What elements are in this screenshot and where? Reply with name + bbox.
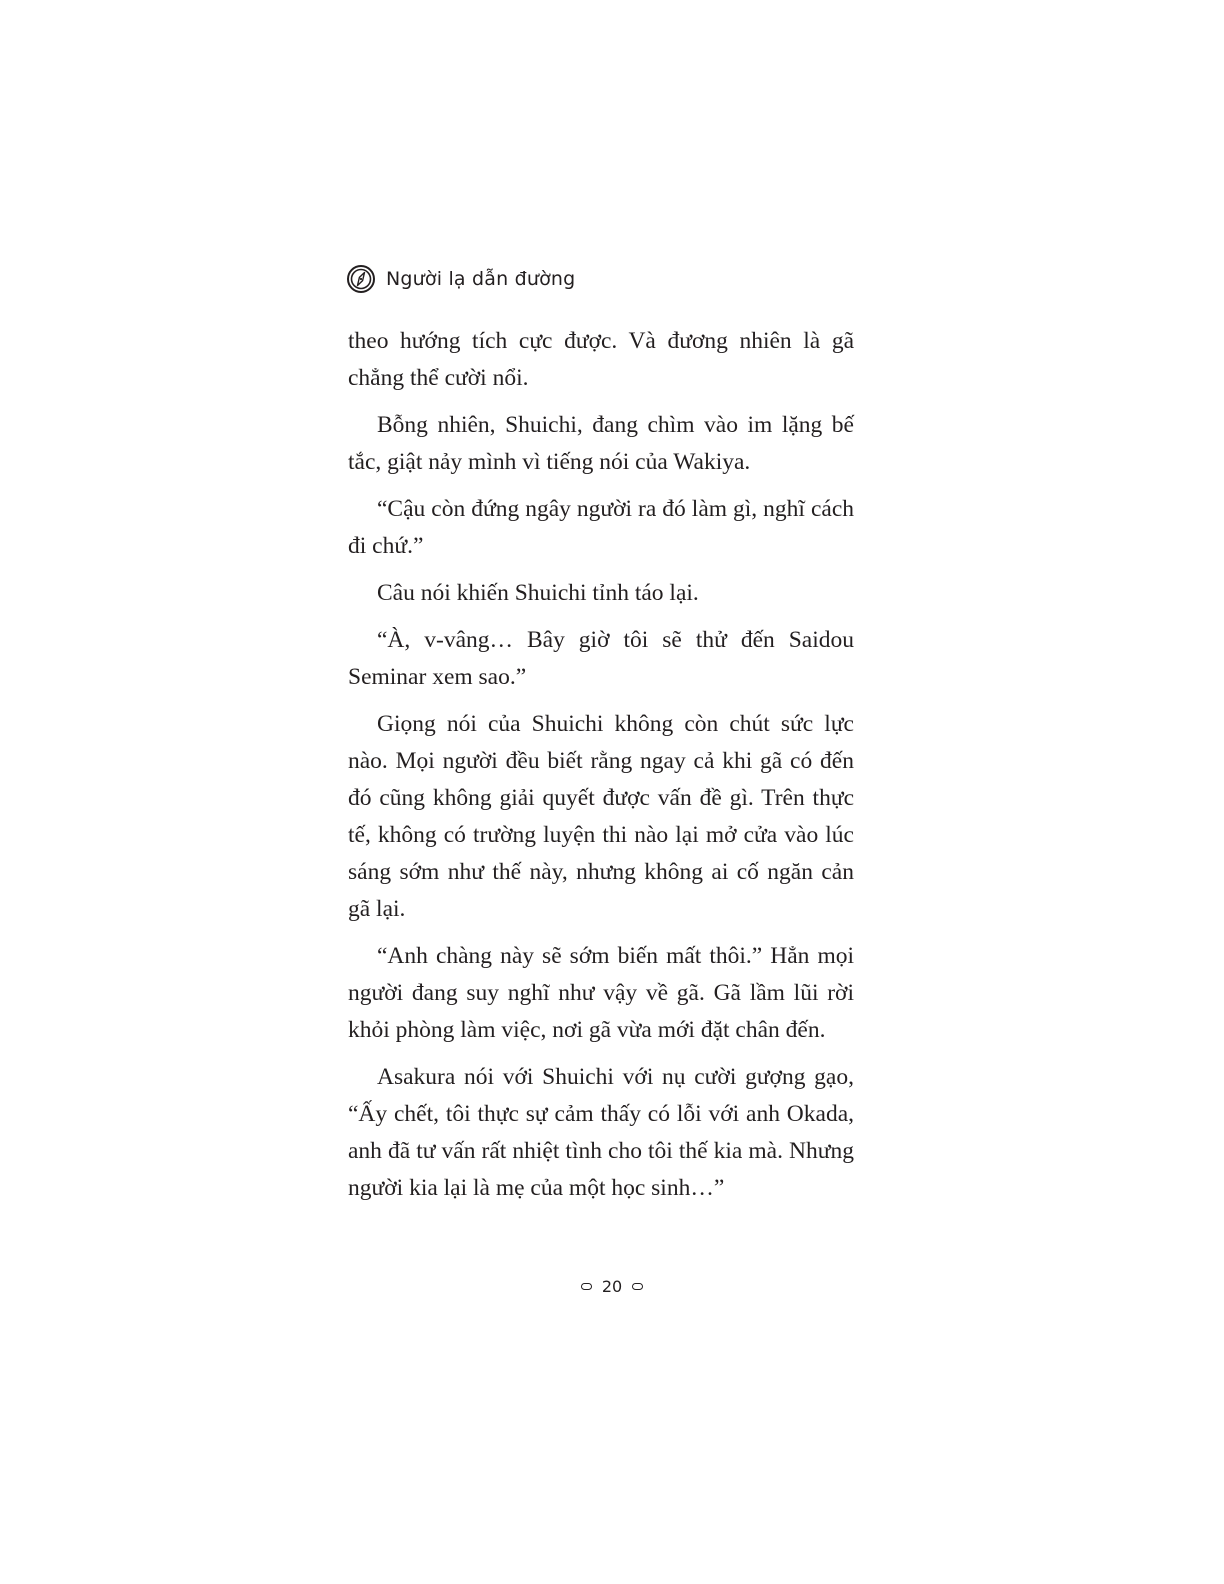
paragraph: Giọng nói của Shuichi không còn chút sức lực nào. Mọi người đều biết rằng ngay cả khi gã có đến đó cũng không giải quyết được vấn đề gì. Trên thực tế, không có trường luyện thi nào lại mở cửa vào lúc sáng sớm như thế này, nhưng không ai cố ngăn cản gã lại. bbox=[348, 711, 854, 922]
folio-right-ornament bbox=[632, 1283, 643, 1290]
running-header bbox=[346, 263, 575, 295]
paragraph: theo hướng tích cực được. Và đương nhiên là gã chẳng thể cười nổi. bbox=[348, 328, 854, 391]
compass-icon bbox=[346, 264, 376, 294]
paragraph: “Anh chàng này sẽ sớm biến mất thôi.” Hẳn mọi người đang suy nghĩ như vậy về gã. Gã lầm lũi rời khỏi phòng làm việc, nơi gã vừa mới đặt chân đến. bbox=[348, 943, 854, 1043]
paragraph: “Cậu còn đứng ngây người ra đó làm gì, nghĩ cách đi chứ.” bbox=[348, 496, 854, 559]
paragraph: Câu nói khiến Shuichi tỉnh táo lại. bbox=[377, 580, 699, 606]
body-text bbox=[348, 323, 854, 1217]
paragraph: “À, v-vâng… Bây giờ tôi sẽ thử đến Saidou Seminar xem sao.” bbox=[348, 627, 854, 690]
page-number: 20 bbox=[601, 1277, 623, 1296]
page-number-footer bbox=[0, 1277, 1224, 1296]
running-header-title: Người lạ dẫn đường bbox=[386, 268, 576, 290]
folio-left-ornament bbox=[581, 1283, 592, 1290]
paragraph: Asakura nói với Shuichi với nụ cười gượng gạo, “Ấy chết, tôi thực sự cảm thấy có lỗi với anh Okada, anh đã tư vấn rất nhiệt tình cho tôi thế kia mà. Nhưng người kia lại là mẹ của một học sinh…” bbox=[348, 1064, 854, 1201]
paragraph: Bỗng nhiên, Shuichi, đang chìm vào im lặng bế tắc, giật nảy mình vì tiếng nói của Wakiya. bbox=[348, 412, 854, 475]
